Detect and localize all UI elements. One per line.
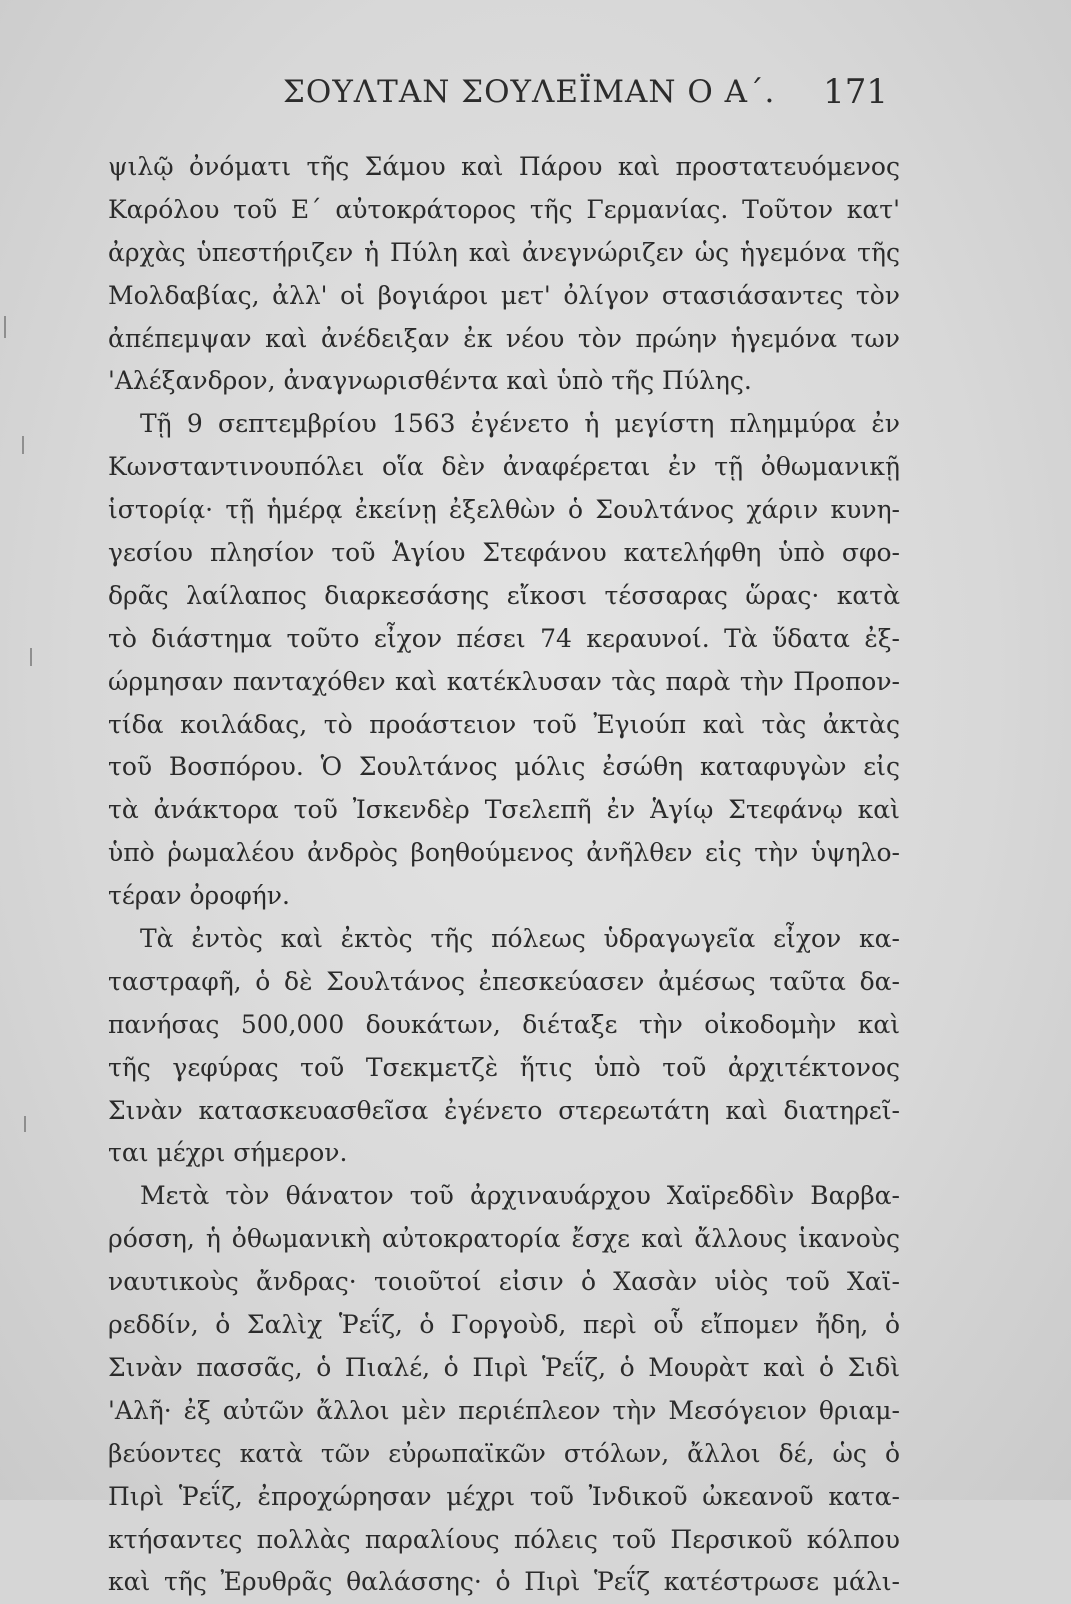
text-line: ρεδδίν, ὁ Σαλὶχ Ῥεΐζ, ὁ Γοργοὺδ, περὶ οὗ εἴπομεν ἤδη, ὁ — [108, 1310, 900, 1340]
margin-mark — [30, 648, 32, 666]
body-text — [108, 146, 900, 1604]
text-line: πανήσας 500,000 δουκάτων, διέταξε τὴν οἰκοδομὴν καὶ — [108, 1009, 900, 1039]
running-title: ΣΟΥΛΤΑΝ ΣΟΥΛΕΪΜΑΝ Ο Α΄. — [283, 74, 776, 110]
text-line: ναυτικοὺς ἄνδρας· τοιοῦτοί εἰσιν ὁ Χασὰν υἱὸς τοῦ Χαϊ- — [108, 1267, 900, 1297]
text-line: γεσίου πλησίον τοῦ Ἁγίου Στεφάνου κατελήφθη ὑπὸ σφο- — [108, 538, 900, 568]
text-line: ψιλῷ ὀνόματι τῆς Σάμου καὶ Πάρου καὶ προστατευόμενος — [108, 152, 900, 181]
text-line: ώρμησαν πανταχόθεν καὶ κατέκλυσαν τὰς παρὰ τὴν Προπον- — [108, 666, 900, 696]
text-line: τέραν ὀροφήν. — [108, 881, 290, 911]
text-line: Καρόλου τοῦ Ε΄ αὐτοκράτορος τῆς Γερμανίας. Τοῦτον κατ' — [108, 194, 900, 224]
text-line: Τὰ ἐντὸς καὶ ἐκτὸς τῆς πόλεως ὑδραγωγεῖα εἶχον κα- — [140, 924, 900, 954]
text-line: Τῇ 9 σεπτεμβρίου 1563 ἐγένετο ἡ μεγίστη πλημμύρα ἐν — [140, 409, 900, 439]
text-line: δρᾶς λαίλαπος διαρκεσάσης εἴκοσι τέσσαρας ὥρας· κατὰ — [108, 580, 900, 610]
text-line: ἀπέπεμψαν καὶ ἀνέδειξαν ἐκ νέου τὸν πρώην ἡγεμόνα των — [108, 323, 900, 353]
margin-mark — [4, 316, 6, 338]
text-line: τοῦ Βοσπόρου. Ὁ Σουλτάνος μόλις ἐσώθη καταφυγὼν εἰς — [108, 752, 900, 782]
margin-mark — [24, 1116, 26, 1132]
text-line: κτήσαντες πολλὰς παραλίους πόλεις τοῦ Περσικοῦ κόλπου — [108, 1524, 900, 1554]
page-number: 171 — [823, 72, 888, 112]
text-line: ται μέχρι σήμερον. — [108, 1138, 348, 1168]
text-line: Σινὰν κατασκευασθεῖσα ἐγένετο στερεωτάτη καὶ διατηρεῖ- — [108, 1095, 900, 1125]
text-line: Κωνσταντινουπόλει οἵα δὲν ἀναφέρεται ἐν τῇ ὀθωμανικῇ — [108, 452, 900, 482]
text-line: Πιρὶ Ῥεΐζ, ἐπροχώρησαν μέχρι τοῦ Ἰνδικοῦ ὠκεανοῦ κατα- — [108, 1481, 900, 1511]
text-line: Σινὰν πασσᾶς, ὁ Πιαλέ, ὁ Πιρὶ Ῥεΐζ, ὁ Μουρὰτ καὶ ὁ Σιδὶ — [108, 1352, 900, 1382]
text-line: 'Αλῆ· ἐξ αὐτῶν ἄλλοι μὲν περιέπλεον τὴν Μεσόγειον θριαμ- — [108, 1395, 900, 1425]
margin-mark — [22, 436, 24, 454]
text-line: τὸ διάστημα τοῦτο εἶχον πέσει 74 κεραυνοί. Τὰ ὕδατα ἐξ- — [108, 623, 900, 653]
text-line: ὑπὸ ῥωμαλέου ἀνδρὸς βοηθούμενος ἀνῆλθεν εἰς τὴν ὑψηλο- — [108, 838, 900, 868]
text-line: Μολδαβίας, ἀλλ' οἱ βογιάροι μετ' ὀλίγον στασιάσαντες τὸν — [108, 280, 900, 310]
text-line: βεύοντες κατὰ τῶν εὐρωπαϊκῶν στόλων, ἄλλοι δέ, ὡς ὁ — [108, 1438, 900, 1468]
text-line: Μετὰ τὸν θάνατον τοῦ ἀρχιναυάρχου Χαϊρεδδὶν Βαρβα- — [140, 1181, 900, 1211]
text-line: ταστραφῆ, ὁ δὲ Σουλτάνος ἐπεσκεύασεν ἀμέσως ταῦτα δα- — [108, 966, 900, 996]
text-line: ἀρχὰς ὑπεστήριζεν ἡ Πύλη καὶ ἀνεγνώριζεν ὡς ἡγεμόνα τῆς — [108, 237, 900, 267]
text-line: ἱστορίᾳ· τῇ ἡμέρᾳ ἐκείνῃ ἐξελθὼν ὁ Σουλτάνος χάριν κυνη- — [108, 495, 900, 525]
text-line: 'Αλέξανδρον, ἀναγνωρισθέντα καὶ ὑπὸ τῆς Πύλης. — [108, 366, 752, 396]
text-line: τῆς γεφύρας τοῦ Τσεκμετζὲ ἥτις ὑπὸ τοῦ ἀρχιτέκτονος — [108, 1052, 900, 1082]
text-line: ρόσση, ἡ ὀθωμανικὴ αὐτοκρατορία ἔσχε καὶ ἄλλους ἱκανοὺς — [108, 1224, 900, 1254]
page-header — [108, 74, 898, 124]
text-line: καὶ τῆς Ἐρυθρᾶς θαλάσσης· ὁ Πιρὶ Ῥεΐζ κατέστρωσε μάλι- — [108, 1567, 900, 1597]
text-line: τίδα κοιλάδας, τὸ προάστειον τοῦ Ἐγιούπ καὶ τὰς ἀκτὰς — [108, 709, 900, 739]
text-line: τὰ ἀνάκτορα τοῦ Ἰσκενδὲρ Τσελεπῆ ἐν Ἁγίῳ Στεφάνῳ καὶ — [108, 795, 900, 825]
